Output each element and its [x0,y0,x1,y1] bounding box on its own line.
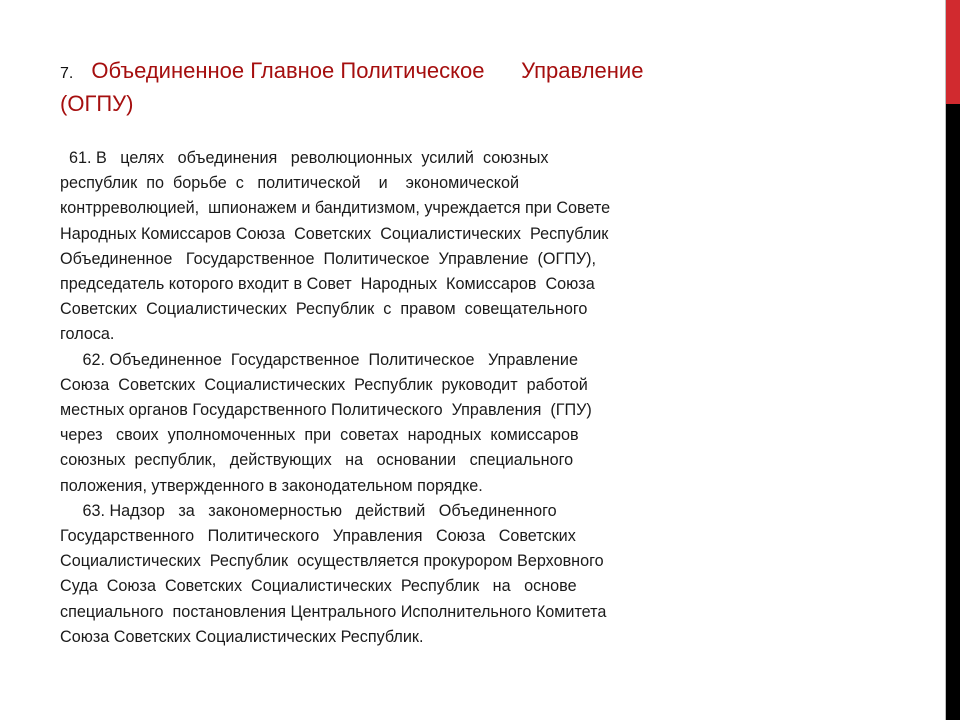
title-line-1 [60,56,740,89]
body-line: 61. В целях объединения революционных усилий союзных [60,149,549,167]
slide-title [60,56,740,119]
body-line: Социалистических Республик осуществляется прокурором Верховного [60,552,604,571]
body-line: Союза Советских Социалистических Республик. [60,627,424,646]
body-line: республик по борьбе с политической и экономической [60,174,520,193]
body-line: специального постановления Центрального Исполнительного Комитета [60,602,607,621]
body-line: Объединенное Государственное Политическое Управление (ОГПУ), [60,249,597,268]
body-line: местных органов Государственного Политического Управления (ГПУ) [60,401,592,420]
body-line: председатель которого входит в Совет Народных Комиссаров Союза [60,275,595,294]
body-line: Советских Социалистических Республик с правом совещательного [60,300,588,319]
body-line: Народных Комиссаров Союза Советских Социалистических Республик [60,224,609,243]
body-line: голоса. [60,325,115,344]
title-text: Объединенное Главное Политическое Управление [91,58,644,83]
body-line: 62. Объединенное Государственное Политическое Управление [60,350,578,369]
body-line: Суда Союза Советских Социалистических Республик на основе [60,577,577,596]
body-line: положения, утвержденного в законодательном порядке. [60,476,483,495]
title-line-2: (ОГПУ) [60,91,134,116]
slide-body [60,146,740,650]
body-line: контрреволюцией, шпионажем и бандитизмом, учреждается при Совете [60,199,611,218]
body-line: союзных республик, действующих на основании специального [60,451,574,470]
body-line: Союза Советских Социалистических Республик руководит работой [60,375,588,394]
body-line: 63. Надзор за закономерностью действий Объединенного [60,501,557,520]
side-decoration-bar [945,0,960,720]
side-accent-bar [946,0,960,104]
title-number: 7. [60,65,74,82]
body-line: Государственного Политического Управления Союза Советских [60,527,576,546]
body-line: через своих уполномоченных при советах народных комиссаров [60,426,579,445]
